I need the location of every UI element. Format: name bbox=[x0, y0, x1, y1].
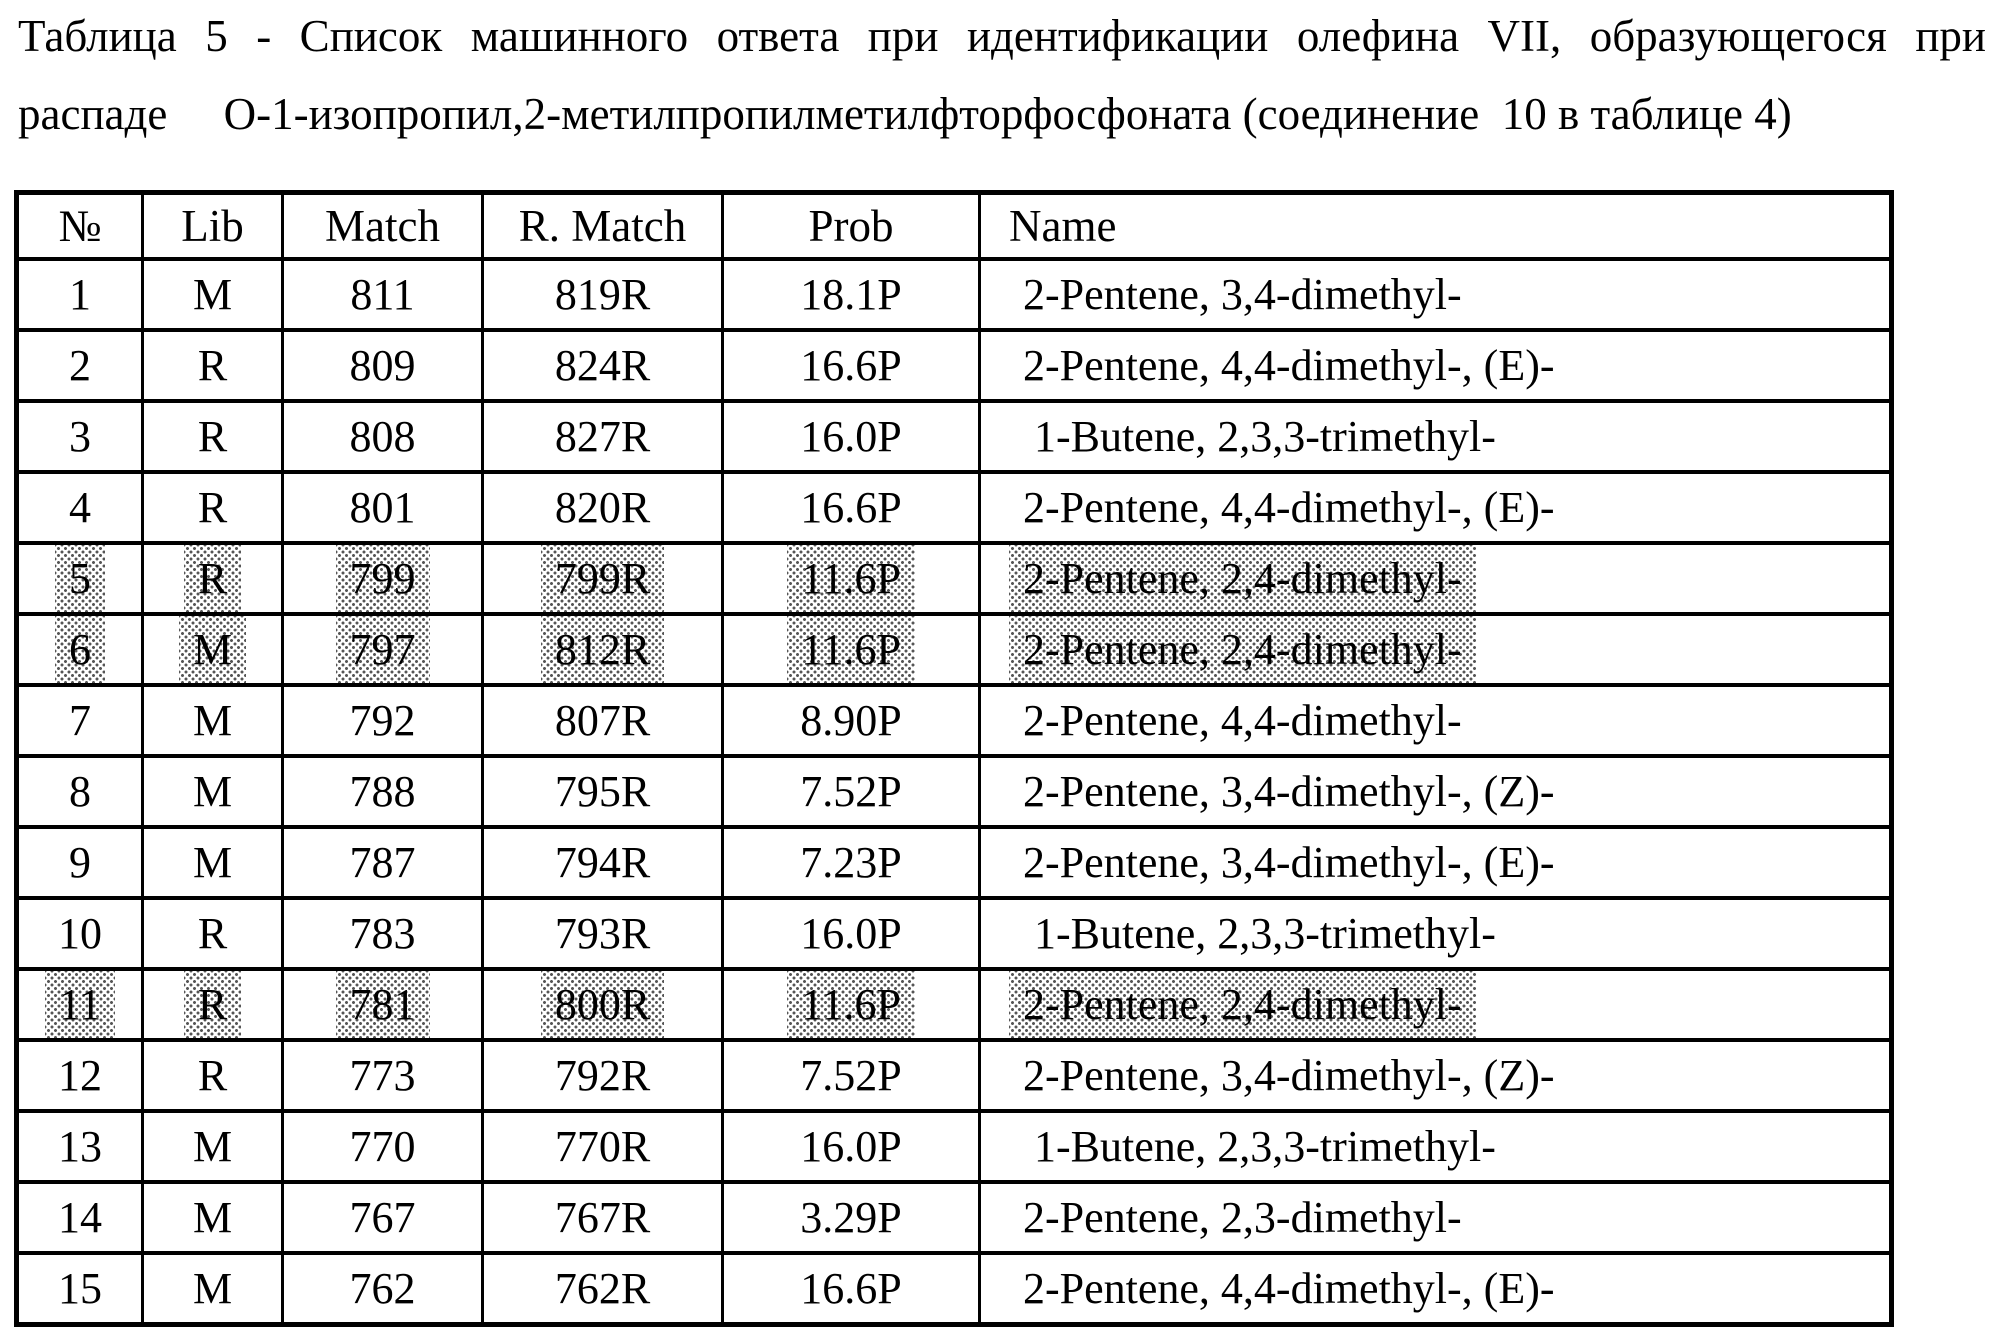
cell-match bbox=[283, 685, 483, 756]
cell-match bbox=[283, 1182, 483, 1253]
cell-value-rmatch: 807R bbox=[554, 695, 651, 745]
cell-value-rmatch: 767R bbox=[554, 1192, 651, 1242]
column-header-match: Match bbox=[283, 193, 483, 259]
cell-value-match: 792 bbox=[349, 695, 416, 745]
cell-lib bbox=[143, 401, 283, 472]
cell-value-num: 10 bbox=[58, 908, 102, 958]
cell-prob bbox=[723, 472, 980, 543]
cell-value-match: 783 bbox=[349, 908, 416, 958]
table-row bbox=[17, 898, 1892, 969]
cell-name bbox=[980, 1182, 1892, 1253]
cell-match bbox=[283, 543, 483, 614]
cell-rmatch bbox=[483, 259, 723, 330]
cell-value-name: 2-Pentene, 4,4-dimethyl-, (E)- bbox=[1023, 1263, 1555, 1313]
cell-value-prob: 18.1P bbox=[800, 269, 902, 319]
cell-value-rmatch: 824R bbox=[554, 340, 651, 390]
cell-value-name: 1-Butene, 2,3,3-trimethyl- bbox=[1023, 411, 1496, 461]
cell-value-match: 811 bbox=[350, 269, 415, 319]
cell-value-rmatch: 820R bbox=[554, 482, 651, 532]
cell-match bbox=[283, 1111, 483, 1182]
table-row bbox=[17, 1253, 1892, 1325]
table-row bbox=[17, 1040, 1892, 1111]
cell-value-lib: R bbox=[197, 340, 228, 390]
cell-value-name: 2-Pentene, 2,4-dimethyl- bbox=[1009, 616, 1476, 683]
column-header-rmatch: R. Match bbox=[483, 193, 723, 259]
cell-value-prob: 7.23P bbox=[800, 837, 902, 887]
cell-value-match: 788 bbox=[349, 766, 416, 816]
cell-prob bbox=[723, 401, 980, 472]
cell-match bbox=[283, 898, 483, 969]
cell-value-lib: M bbox=[192, 1121, 233, 1171]
cell-num bbox=[17, 827, 143, 898]
cell-value-lib: R bbox=[197, 1050, 228, 1100]
cell-value-num: 13 bbox=[58, 1121, 102, 1171]
cell-rmatch bbox=[483, 1111, 723, 1182]
cell-match bbox=[283, 756, 483, 827]
machine-response-table bbox=[14, 190, 1894, 1327]
column-header-name: Name bbox=[980, 193, 1892, 259]
cell-value-name: 1-Butene, 2,3,3-trimethyl- bbox=[1023, 908, 1496, 958]
cell-name bbox=[980, 685, 1892, 756]
cell-lib bbox=[143, 1253, 283, 1325]
cell-lib bbox=[143, 1040, 283, 1111]
cell-name bbox=[980, 472, 1892, 543]
cell-name bbox=[980, 1111, 1892, 1182]
table-row bbox=[17, 543, 1892, 614]
cell-prob bbox=[723, 756, 980, 827]
cell-lib bbox=[143, 259, 283, 330]
cell-match bbox=[283, 330, 483, 401]
cell-value-num: 3 bbox=[69, 411, 91, 461]
cell-rmatch bbox=[483, 543, 723, 614]
cell-value-num: 6 bbox=[55, 616, 105, 683]
cell-rmatch bbox=[483, 685, 723, 756]
cell-num bbox=[17, 756, 143, 827]
cell-name bbox=[980, 827, 1892, 898]
cell-value-num: 2 bbox=[69, 340, 91, 390]
cell-value-match: 809 bbox=[349, 340, 416, 390]
cell-match bbox=[283, 401, 483, 472]
table-row bbox=[17, 259, 1892, 330]
cell-value-match: 787 bbox=[349, 837, 416, 887]
cell-value-name: 2-Pentene, 4,4-dimethyl-, (E)- bbox=[1023, 340, 1555, 390]
cell-value-prob: 16.0P bbox=[800, 411, 902, 461]
caption-line-2: распаде О-1-изопропил,2-метилпропилметилфторфосфоната (соединение 10 в таблице 4) bbox=[18, 89, 1792, 139]
cell-prob bbox=[723, 259, 980, 330]
cell-value-lib: M bbox=[192, 269, 233, 319]
cell-name bbox=[980, 898, 1892, 969]
cell-rmatch bbox=[483, 969, 723, 1040]
cell-prob bbox=[723, 330, 980, 401]
cell-value-prob: 11.6P bbox=[787, 616, 915, 683]
table-row bbox=[17, 330, 1892, 401]
cell-prob bbox=[723, 1111, 980, 1182]
cell-value-rmatch: 799R bbox=[541, 545, 664, 612]
cell-value-prob: 11.6P bbox=[787, 971, 915, 1038]
cell-value-match: 797 bbox=[336, 616, 430, 683]
column-header-prob: Prob bbox=[723, 193, 980, 259]
cell-num bbox=[17, 1253, 143, 1325]
cell-value-prob: 16.0P bbox=[800, 1121, 902, 1171]
cell-value-lib: R bbox=[197, 482, 228, 532]
cell-value-match: 762 bbox=[349, 1263, 416, 1313]
cell-name bbox=[980, 259, 1892, 330]
cell-value-prob: 7.52P bbox=[800, 766, 902, 816]
cell-rmatch bbox=[483, 827, 723, 898]
cell-value-match: 770 bbox=[349, 1121, 416, 1171]
cell-name bbox=[980, 401, 1892, 472]
cell-lib bbox=[143, 1111, 283, 1182]
cell-match bbox=[283, 969, 483, 1040]
table-row bbox=[17, 472, 1892, 543]
caption-line-1: Таблица 5 - Список машинного ответа при идентификации олефина VII, образующегося при bbox=[18, 11, 1986, 61]
cell-name bbox=[980, 756, 1892, 827]
table-caption bbox=[18, 8, 1986, 142]
cell-num bbox=[17, 1040, 143, 1111]
cell-value-match: 808 bbox=[349, 411, 416, 461]
cell-name bbox=[980, 614, 1892, 685]
cell-rmatch bbox=[483, 1182, 723, 1253]
cell-rmatch bbox=[483, 401, 723, 472]
cell-num bbox=[17, 898, 143, 969]
cell-num bbox=[17, 472, 143, 543]
cell-value-lib: M bbox=[192, 695, 233, 745]
cell-num bbox=[17, 685, 143, 756]
cell-value-rmatch: 819R bbox=[554, 269, 651, 319]
cell-value-name: 2-Pentene, 3,4-dimethyl-, (Z)- bbox=[1023, 766, 1555, 816]
table-row bbox=[17, 1182, 1892, 1253]
cell-value-prob: 16.6P bbox=[800, 340, 902, 390]
table-row bbox=[17, 401, 1892, 472]
cell-num bbox=[17, 330, 143, 401]
cell-value-prob: 8.90P bbox=[800, 695, 902, 745]
cell-value-name: 1-Butene, 2,3,3-trimethyl- bbox=[1023, 1121, 1496, 1171]
cell-lib bbox=[143, 614, 283, 685]
cell-value-lib: R bbox=[184, 971, 241, 1038]
cell-value-num: 1 bbox=[69, 269, 91, 319]
cell-value-lib: R bbox=[197, 411, 228, 461]
cell-value-match: 801 bbox=[349, 482, 416, 532]
cell-value-lib: M bbox=[192, 837, 233, 887]
cell-value-match: 781 bbox=[336, 971, 430, 1038]
cell-lib bbox=[143, 969, 283, 1040]
cell-num bbox=[17, 259, 143, 330]
cell-match bbox=[283, 259, 483, 330]
cell-value-rmatch: 795R bbox=[554, 766, 651, 816]
cell-value-prob: 16.6P bbox=[800, 1263, 902, 1313]
cell-value-name: 2-Pentene, 3,4-dimethyl- bbox=[1023, 269, 1462, 319]
cell-prob bbox=[723, 614, 980, 685]
cell-value-prob: 7.52P bbox=[800, 1050, 902, 1100]
cell-lib bbox=[143, 472, 283, 543]
cell-rmatch bbox=[483, 472, 723, 543]
cell-value-lib: R bbox=[197, 908, 228, 958]
cell-prob bbox=[723, 827, 980, 898]
cell-rmatch bbox=[483, 1040, 723, 1111]
cell-match bbox=[283, 1040, 483, 1111]
cell-lib bbox=[143, 330, 283, 401]
cell-value-num: 11 bbox=[45, 971, 115, 1038]
cell-value-name: 2-Pentene, 4,4-dimethyl-, (E)- bbox=[1023, 482, 1555, 532]
cell-match bbox=[283, 614, 483, 685]
column-header-lib: Lib bbox=[143, 193, 283, 259]
cell-num bbox=[17, 543, 143, 614]
cell-value-lib: M bbox=[179, 616, 246, 683]
cell-value-match: 799 bbox=[336, 545, 430, 612]
cell-value-rmatch: 794R bbox=[554, 837, 651, 887]
cell-name bbox=[980, 543, 1892, 614]
cell-value-rmatch: 792R bbox=[554, 1050, 651, 1100]
cell-value-num: 9 bbox=[69, 837, 91, 887]
cell-num bbox=[17, 969, 143, 1040]
cell-num bbox=[17, 614, 143, 685]
cell-value-lib: R bbox=[184, 545, 241, 612]
cell-value-rmatch: 812R bbox=[541, 616, 664, 683]
cell-value-name: 2-Pentene, 2,4-dimethyl- bbox=[1009, 971, 1476, 1038]
cell-rmatch bbox=[483, 898, 723, 969]
cell-name bbox=[980, 969, 1892, 1040]
cell-name bbox=[980, 330, 1892, 401]
cell-num bbox=[17, 1182, 143, 1253]
cell-rmatch bbox=[483, 1253, 723, 1325]
cell-value-rmatch: 800R bbox=[541, 971, 664, 1038]
cell-rmatch bbox=[483, 614, 723, 685]
cell-value-name: 2-Pentene, 3,4-dimethyl-, (Z)- bbox=[1023, 1050, 1555, 1100]
column-header-num: № bbox=[17, 193, 143, 259]
cell-prob bbox=[723, 1182, 980, 1253]
cell-value-rmatch: 827R bbox=[554, 411, 651, 461]
table-row bbox=[17, 1111, 1892, 1182]
table-row bbox=[17, 685, 1892, 756]
cell-name bbox=[980, 1040, 1892, 1111]
cell-value-lib: M bbox=[192, 766, 233, 816]
cell-value-name: 2-Pentene, 2,3-dimethyl- bbox=[1023, 1192, 1462, 1242]
cell-match bbox=[283, 472, 483, 543]
table-row bbox=[17, 969, 1892, 1040]
cell-lib bbox=[143, 1182, 283, 1253]
cell-prob bbox=[723, 1253, 980, 1325]
cell-value-prob: 16.0P bbox=[800, 908, 902, 958]
cell-match bbox=[283, 1253, 483, 1325]
cell-prob bbox=[723, 685, 980, 756]
table-row bbox=[17, 614, 1892, 685]
table-row bbox=[17, 756, 1892, 827]
cell-value-rmatch: 762R bbox=[554, 1263, 651, 1313]
cell-num bbox=[17, 1111, 143, 1182]
cell-rmatch bbox=[483, 756, 723, 827]
cell-lib bbox=[143, 898, 283, 969]
cell-lib bbox=[143, 543, 283, 614]
cell-match bbox=[283, 827, 483, 898]
cell-value-rmatch: 770R bbox=[554, 1121, 651, 1171]
header-row bbox=[17, 193, 1892, 259]
cell-prob bbox=[723, 969, 980, 1040]
cell-value-name: 2-Pentene, 3,4-dimethyl-, (E)- bbox=[1023, 837, 1555, 887]
cell-name bbox=[980, 1253, 1892, 1325]
cell-value-match: 767 bbox=[349, 1192, 416, 1242]
cell-value-lib: M bbox=[192, 1192, 233, 1242]
cell-value-num: 12 bbox=[58, 1050, 102, 1100]
cell-value-lib: M bbox=[192, 1263, 233, 1313]
table-row bbox=[17, 827, 1892, 898]
cell-lib bbox=[143, 756, 283, 827]
cell-value-prob: 11.6P bbox=[787, 545, 915, 612]
cell-value-match: 773 bbox=[349, 1050, 416, 1100]
cell-value-num: 8 bbox=[69, 766, 91, 816]
cell-lib bbox=[143, 827, 283, 898]
cell-value-num: 14 bbox=[58, 1192, 102, 1242]
cell-value-name: 2-Pentene, 4,4-dimethyl- bbox=[1023, 695, 1462, 745]
cell-value-num: 5 bbox=[55, 545, 105, 612]
cell-value-num: 15 bbox=[58, 1263, 102, 1313]
cell-value-num: 4 bbox=[69, 482, 91, 532]
cell-num bbox=[17, 401, 143, 472]
cell-value-prob: 3.29P bbox=[800, 1192, 902, 1242]
cell-prob bbox=[723, 898, 980, 969]
cell-value-prob: 16.6P bbox=[800, 482, 902, 532]
cell-value-num: 7 bbox=[69, 695, 91, 745]
cell-value-name: 2-Pentene, 2,4-dimethyl- bbox=[1009, 545, 1476, 612]
cell-value-rmatch: 793R bbox=[554, 908, 651, 958]
cell-prob bbox=[723, 543, 980, 614]
cell-rmatch bbox=[483, 330, 723, 401]
cell-prob bbox=[723, 1040, 980, 1111]
cell-lib bbox=[143, 685, 283, 756]
